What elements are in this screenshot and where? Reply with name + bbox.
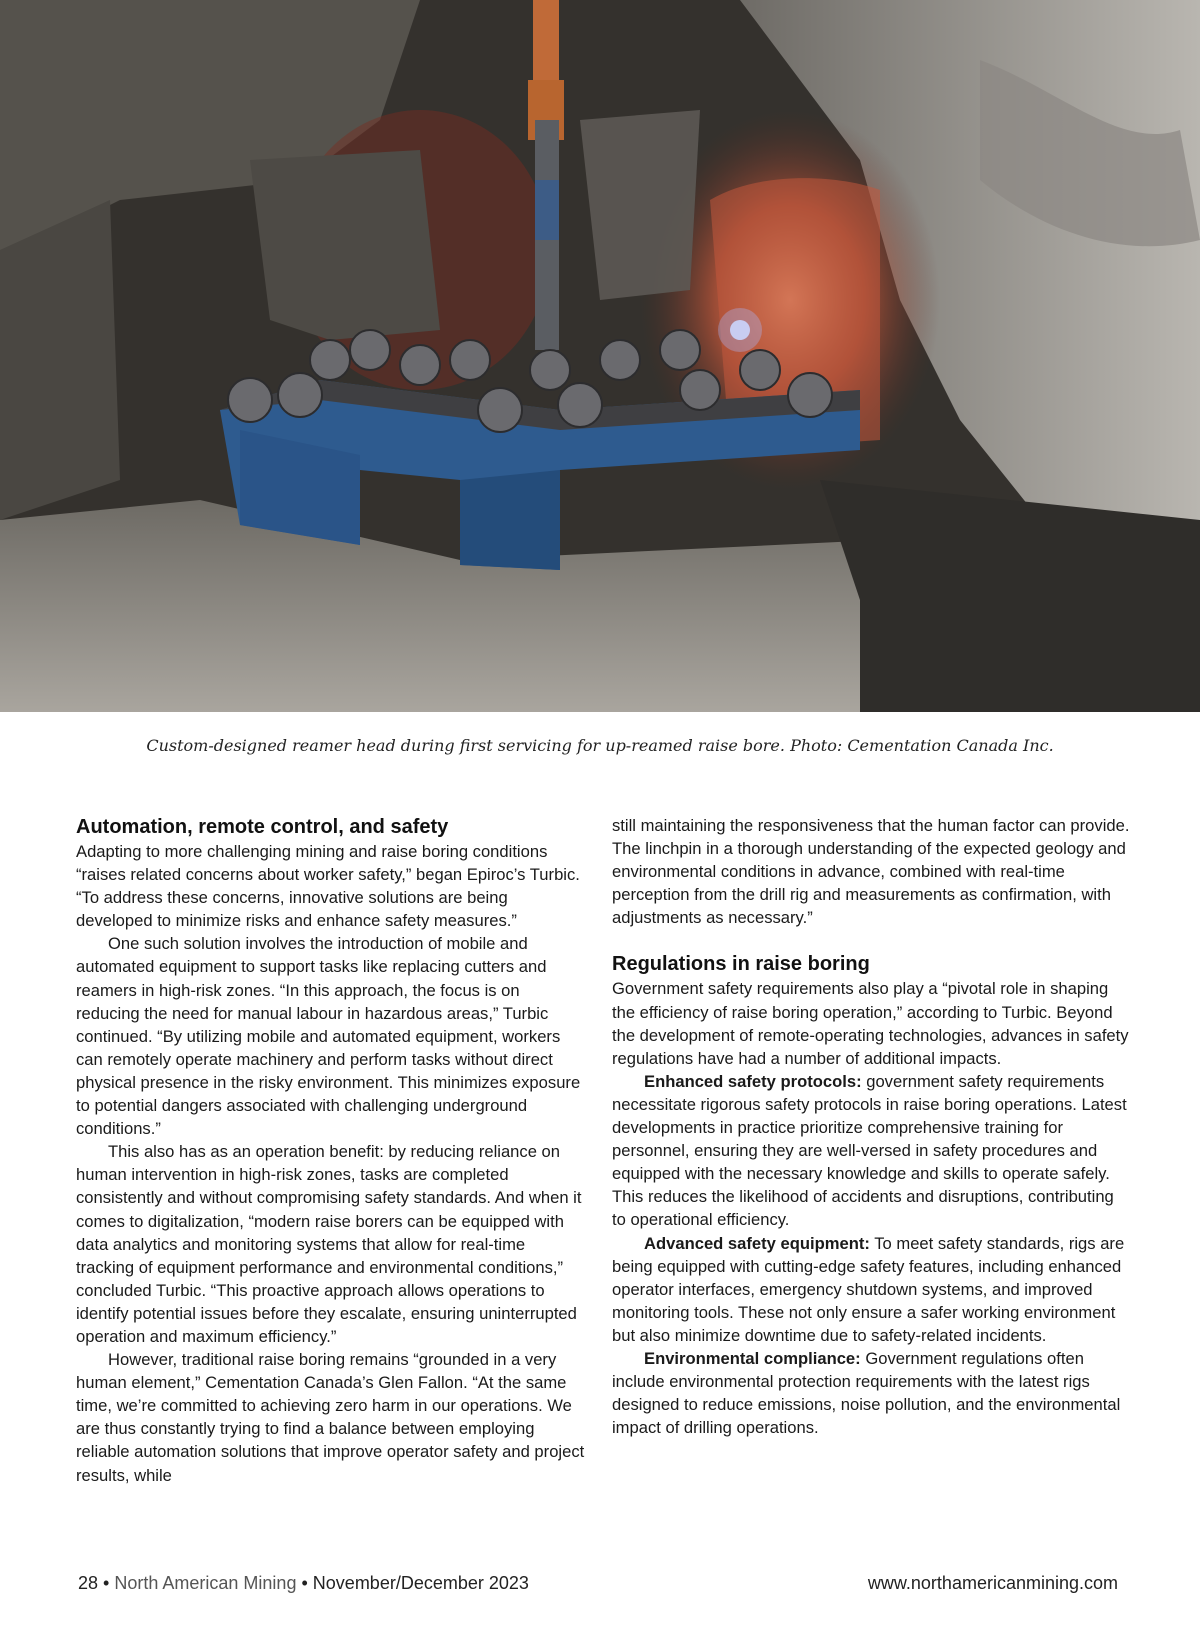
list-item bbox=[612, 1070, 1132, 1232]
list-item bbox=[612, 1347, 1132, 1439]
separator: • bbox=[301, 1573, 308, 1593]
paragraph: Adapting to more challenging mining and raise boring conditions “raises related concerns about worker safety,” began Epiroc’s Turbic. “To address these concerns, innovative solutions are being developed to minimize risks and enhance safety measures.” bbox=[76, 842, 580, 931]
paragraph-continuation: still maintaining the responsiveness that the human factor can provide. The linchpin in a thorough understanding of the expected geology and environmental conditions in advance, combined with real-time perception from the drill rig and measurements as confirmation, with adjustments as necessary.” bbox=[612, 816, 1130, 928]
item-text: government safety requirements necessitate rigorous safety protocols in raise boring operations. Latest developments in practice prioritize comprehensive training for personnel, ensuring they are well-versed in safety procedures and equipped with the necessary knowledge and skills to operate safely. This reduces the likelihood of accidents and disruptions, contributing to operational efficiency. bbox=[612, 1071, 1127, 1230]
publication-name: North American Mining bbox=[114, 1573, 297, 1593]
item-label: Advanced safety equipment: bbox=[644, 1233, 870, 1253]
item-text: Government regulations often include environmental protection requirements with the latest rigs designed to reduce emissions, noise pollution, and the environmental impact of drilling operations. bbox=[612, 1348, 1121, 1438]
paragraph: This also has as an operation benefit: by reducing reliance on human intervention in high-risk zones, tasks are completed consistently and without compromising safety standards. And when it comes to digitalization, “modern raise borers can be equipped with data analytics and monitoring systems that allow for real-time tracking of equipment performance and environmental conditions,” concluded Turbic. “This proactive approach allows operations to identify potential issues before they escalate, ensuring uninterrupted operation and maximum efficiency.” bbox=[76, 1142, 582, 1346]
paragraph: Government safety requirements also play a “pivotal role in shaping the efficiency of raise boring operation,” according to Turbic. Beyond the development of remote-operating technologies, advances in safety regulations have had a number of additional impacts. bbox=[612, 979, 1129, 1068]
reamer-head-illustration bbox=[0, 0, 1200, 712]
section-heading-automation: Automation, remote control, and safety bbox=[76, 816, 449, 838]
paragraph: One such solution involves the introduction of mobile and automated equipment to support tasks like replacing cutters and reamers in high-risk zones. “In this approach, the focus is on reducing the need for manual labour in hazardous areas,” Turbic continued. “By utilizing mobile and automated equipment, workers can remotely operate machinery and perform tasks without direct physical presence in the risky environment. This minimizes exposure to potential dangers associated with challenging underground conditions.” bbox=[76, 934, 581, 1139]
item-text: To meet safety standards, rigs are being equipped with cutting-edge safety features, including enhanced operator interfaces, emergency shutdown systems, and improved monitoring tools. These not only ensure a safer working environment but also minimize downtime due to safety-related incidents. bbox=[612, 1233, 1125, 1345]
left-column bbox=[76, 814, 586, 1487]
article-photo bbox=[0, 0, 1200, 712]
right-column bbox=[612, 814, 1132, 1439]
page-number: 28 bbox=[78, 1573, 99, 1593]
section-heading-regulations: Regulations in raise boring bbox=[612, 953, 870, 976]
list-item bbox=[612, 1232, 1132, 1347]
item-label: Environmental compliance: bbox=[644, 1348, 861, 1368]
footer-page-info bbox=[78, 1573, 529, 1594]
photo-caption: Custom-designed reamer head during first servicing for up-reamed raise bore. Photo: Cementation Canada Inc. bbox=[146, 736, 1054, 755]
footer-website: www.northamericanmining.com bbox=[867, 1573, 1118, 1593]
separator: • bbox=[103, 1573, 110, 1593]
issue-date: November/December 2023 bbox=[312, 1573, 529, 1593]
item-label: Enhanced safety protocols: bbox=[644, 1071, 862, 1091]
paragraph: However, traditional raise boring remains “grounded in a very human element,” Cementation Canada’s Glen Fallon. “At the same time, we’re committed to achieving zero harm in our operations. We are thus constantly trying to find a balance between employing reliable automation solutions that improve operator safety and project results, while bbox=[76, 1350, 585, 1485]
